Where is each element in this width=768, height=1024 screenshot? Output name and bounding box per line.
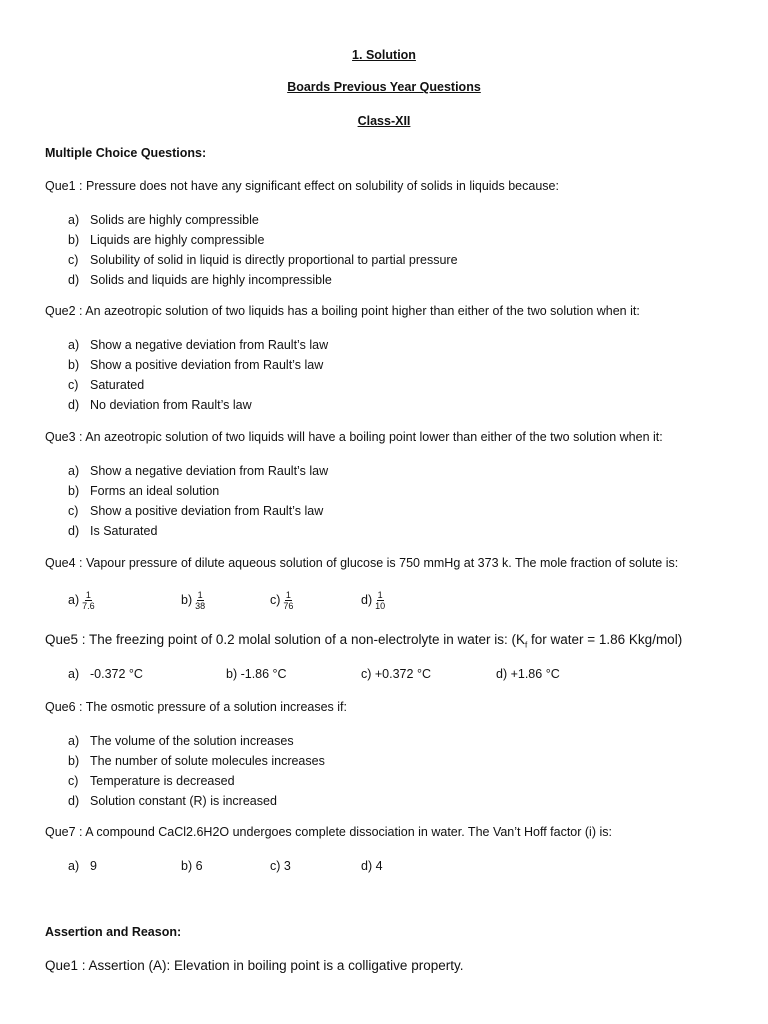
question-2: Que2 : An azeotropic solution of two liquids has a boiling point higher than either of the two solution when it: xyxy=(45,304,640,318)
option: d) Solids and liquids are highly incompressible xyxy=(68,273,332,287)
option: a) -0.372 °C xyxy=(68,667,143,681)
question-4-options xyxy=(68,590,428,616)
option: c) Solubility of solid in liquid is directly proportional to partial pressure xyxy=(68,253,458,267)
option: d) No deviation from Rault’s law xyxy=(68,398,252,412)
question-6-options xyxy=(68,731,325,811)
document-subtitle: Boards Previous Year Questions xyxy=(287,80,481,94)
option: b) Liquids are highly compressible xyxy=(68,233,265,247)
option: b) The number of solute molecules increases xyxy=(68,754,325,768)
option: d) Is Saturated xyxy=(68,524,158,538)
question-2-options xyxy=(68,335,328,415)
ar-question-1: Que1 : Assertion (A): Elevation in boiling point is a colligative property. xyxy=(45,958,464,973)
option: a) $\frac{1}{7.6}$ xyxy=(68,590,95,611)
question-4: Que4 : Vapour pressure of dilute aqueous solution of glucose is 750 mmHg at 373 k. The mole fraction of solute is: xyxy=(45,556,679,570)
question-3: Que3 : An azeotropic solution of two liquids will have a boiling point lower than either of the two solution when it: xyxy=(45,430,663,444)
option: d) 4 xyxy=(361,859,383,873)
class-label: Class-XII xyxy=(357,114,411,128)
option: c) +0.372 °C xyxy=(361,667,431,681)
question-5: Que5 : The freezing point of 0.2 molal solution of a non-electrolyte in water is: ($K_f$ for water = 1.86 Kkg/mol) xyxy=(45,632,683,650)
option: c) Saturated xyxy=(68,378,145,392)
question-7-options xyxy=(68,859,428,879)
mcq-heading: Multiple Choice Questions: xyxy=(45,146,207,160)
option: b) Forms an ideal solution xyxy=(68,484,220,498)
option: b) -1.86 °C xyxy=(226,667,287,681)
option: c) Temperature is decreased xyxy=(68,774,235,788)
option: b) $\frac{1}{38}$ xyxy=(181,590,206,611)
assertion-reason-heading: Assertion and Reason: xyxy=(45,925,182,939)
option: a) Show a negative deviation from Rault’s law xyxy=(68,338,329,352)
option: a) The volume of the solution increases xyxy=(68,734,294,748)
option: c) 3 xyxy=(270,859,291,873)
question-3-options xyxy=(68,461,328,541)
question-1: Que1 : Pressure does not have any significant effect on solubility of solids in liquids because: xyxy=(45,179,559,193)
option: a) Show a negative deviation from Rault’s law xyxy=(68,464,329,478)
option: c) Show a positive deviation from Rault’s law xyxy=(68,504,324,518)
option: b) 6 xyxy=(181,859,203,873)
question-6: Que6 : The osmotic pressure of a solution increases if: xyxy=(45,700,348,714)
option: d) $\frac{1}{10}$ xyxy=(361,590,386,611)
option: b) Show a positive deviation from Rault’s law xyxy=(68,358,324,372)
option: c) $\frac{1}{76}$ xyxy=(270,590,294,611)
question-1-options xyxy=(68,210,458,290)
option: a) 9 xyxy=(68,859,97,873)
question-5-options xyxy=(68,667,588,687)
chapter-title: 1. Solution xyxy=(352,48,416,62)
option: a) Solids are highly compressible xyxy=(68,213,259,227)
question-7: Que7 : A compound CaCl2.6H2O undergoes complete dissociation in water. The Van’t Hoff factor (i) is: xyxy=(45,825,612,839)
option: d) Solution constant (R) is increased xyxy=(68,794,277,808)
option: d) +1.86 °C xyxy=(496,667,560,681)
